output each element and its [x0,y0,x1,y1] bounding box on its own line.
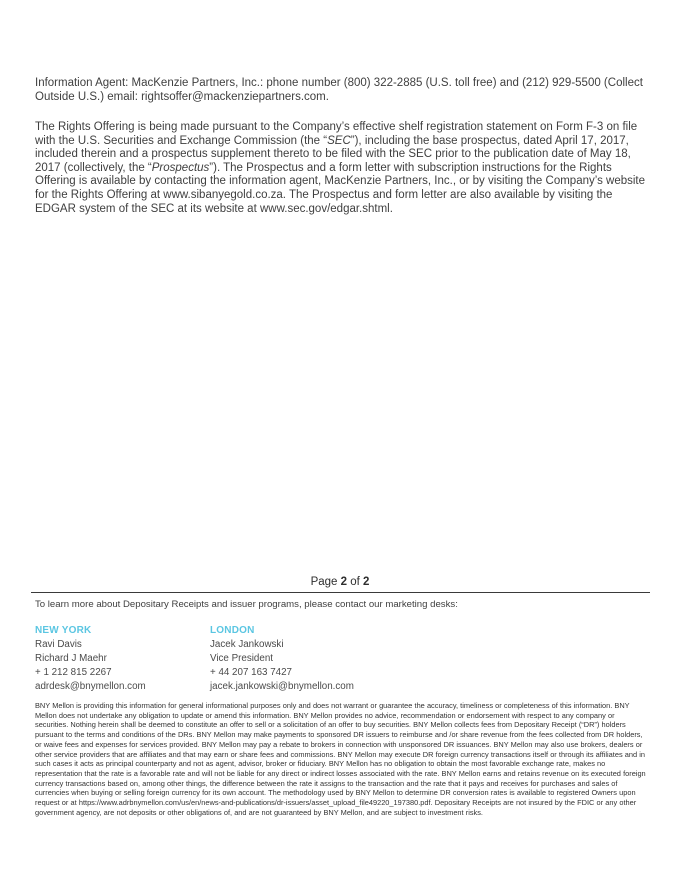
contact-intro-text: To learn more about Depositary Receipts and issuer programs, please contact our marketing desks: [35,599,458,610]
contact-person: Richard J Maehr [35,652,107,664]
footer-divider [31,592,650,593]
contact-column-london [210,624,382,694]
contact-phone: + 1 212 815 2267 [35,666,112,678]
contact-person: Ravi Davis [35,638,82,650]
office-name-london: LONDON [210,625,255,636]
contact-email: jacek.jankowski@bnymellon.com [210,680,354,692]
page-number: Page 2 of 2 [310,576,370,588]
contact-person: Jacek Jankowski [210,638,284,650]
contact-phone: + 44 207 163 7427 [210,666,292,678]
rights-offering-paragraph: The Rights Offering is being made pursuant to the Company’s effective shelf registration statement on Form F-3 on file with the U.S. Securities and Exchange Commission (the “SEC”), including the base prospectus, dated April 17, 2017, included therein and a prospectus supplement thereto to be filed with the SEC prior to the publication date of May 18, 2017 (collectively, the “Prospectus”). The Prospectus and a form letter with subscription instructions for the Rights Offering is available by contacting the information agent, MacKenzie Partners, Inc., or by visiting the Company’s website for the Rights Offering at www.sibanyegold.co.za. The Prospectus and form letter are also available by visiting the EDGAR system of the SEC at its website at www.sec.gov/edgar.shtml. [35,121,646,215]
legal-disclaimer-text: BNY Mellon is providing this information for general informational purposes only and does not warrant or guarantee the accuracy, timeliness or completeness of this information. BNY Mellon does not undertake any obligation to update or amend this information. BNY Mellon provides no advice, recommendation or endorsement with respect to any company or securities. Nothing herein shall be deemed to constitute an offer to sell or a solicitation of an offer to buy securities. BNY Mellon collects fees from Depositary Receipt (“DR”) holders pursuant to the terms and conditions of the DRs. BNY Mellon may make payments to sponsored DR issuers to reimburse and /or share revenue from the fees collected from DR holders, or waive fees and expenses for services provided. BNY Mellon may pay a rebate to brokers in connection with unsponsored DR issuances. BNY Mellon may also use brokers, dealers or other service providers that are affiliates and that may earn or share fees and commissions. BNY Mellon may execute DR foreign currency transactions itself or through its affiliates and in such cases it acts as principal counterparty and not as agent, advisor, broker or fiduciary. BNY Mellon has no obligation to obtain the most favorable exchange rate, makes no representation that the rate is a favorable rate and will not be liable for any direct or indirect losses associated with the rate. BNY Mellon earns and retains revenue on its executed foreign currency transactions based on, among other things, the difference between the rate it assigns to the transaction and the rate that it pays and receives for purchases and sales of currencies when buying or selling foreign currency for its own account. The methodology used by BNY Mellon to determine DR conversion rates is available to registered Owners upon request or at https://www.adrbnymellon.com/us/en/news-and-publications/dr-issuers/asset_upload_file49220_197380.pdf. Depositary Receipts are not insured by the FDIC or any other government agency, are not deposits or other obligations of, and are not guaranteed by BNY Mellon, and are subject to investment risks. [35,701,646,817]
contact-column-new-york [35,624,207,694]
contact-title: Vice President [210,652,273,664]
office-name-new-york: NEW YORK [35,625,92,636]
info-agent-paragraph: Information Agent: MacKenzie Partners, Inc.: phone number (800) 322-2885 (U.S. toll free) and (212) 929-5500 (Collect Outside U.S.) email: rightsoffer@mackenziepartners.com. [35,77,643,103]
contact-email: adrdesk@bnymellon.com [35,680,146,692]
